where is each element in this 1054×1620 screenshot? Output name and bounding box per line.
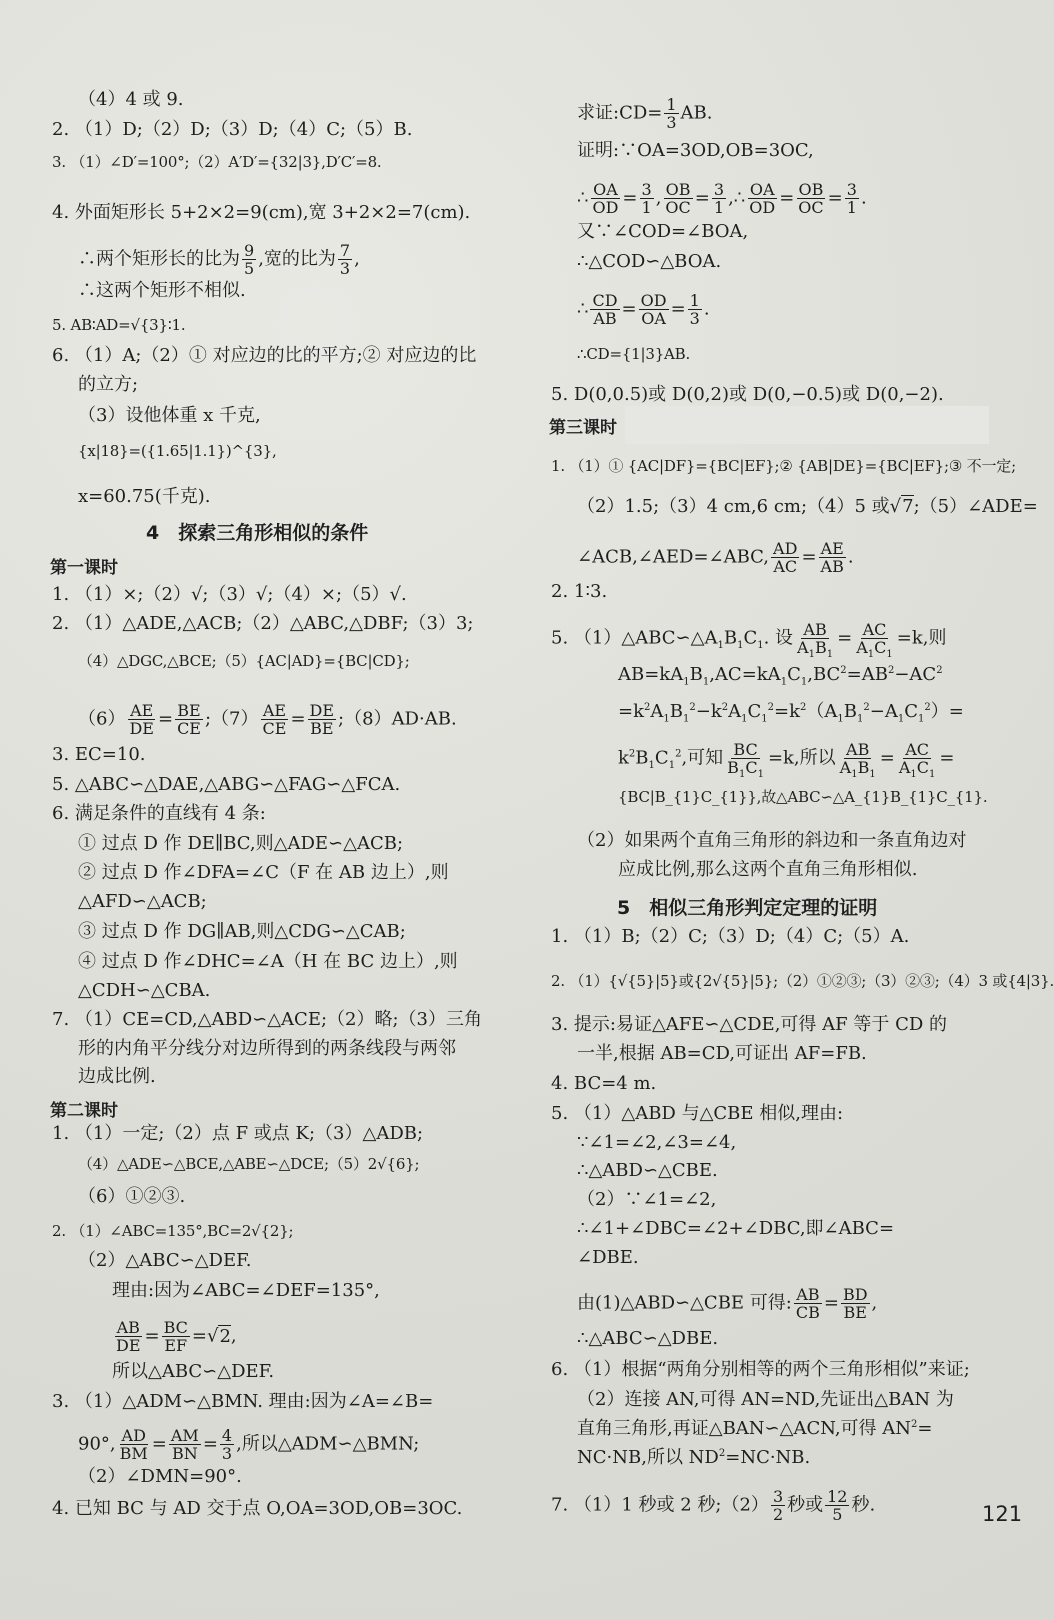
- left-answer-line: 90°, $\frac{AD}{BM}$ = $\frac{AM}{BN}$ = $\frac{4}{3}$ ,所以△ADM∽△BMN;: [78, 1426, 420, 1463]
- right-answer-line: 2. （1）{√{5}|5}或{2√{5}|5};（2）①②③;（3）②③;（4）3 或{4|3}.: [551, 972, 1054, 990]
- left-answer-line: △CDH∽△CBA.: [78, 980, 211, 1001]
- left-answer-line: 4. 已知 BC 与 AD 交于点 O,OA=3OD,OB=3OC.: [52, 1498, 463, 1519]
- right-answer-line: ∴ $\frac{CD}{AB}$ = $\frac{OD}{OA}$ = $\frac{1}{3}$ .: [577, 291, 710, 328]
- left-answer-line: $\frac{AB}{DE}$ = $\frac{BC}{EF}$ =√2,: [116, 1318, 237, 1355]
- right-answer-line: 2. 1∶3.: [551, 581, 608, 602]
- right-answer-line: 4. BC=4 m.: [551, 1073, 657, 1094]
- right-answer-line: 5. $(1)\triangle ABC∽\triangle A_1B_1C_1$. 设 $\frac{AB}{A_1B_1}$ = $\frac{AC}{A_1C_1}$ =k,则: [551, 620, 947, 661]
- left-answer-line: ④ 过点 D 作∠DHC=∠A（H 在 BC 边上）,则: [78, 951, 458, 972]
- left-answer-line: 3. （1）∠D′=100°;（2）A′D′={32|3},D′C′=8.: [52, 153, 382, 171]
- right-answer-line: （2）∵∠1=∠2,: [577, 1189, 717, 1210]
- left-answer-line: ∴这两个矩形不相似.: [78, 280, 246, 301]
- left-answer-line: ① 过点 D 作 DE∥BC,则△ADE∽△ACB;: [78, 833, 404, 854]
- left-answer-line: （4）△ADE∽△BCE,△ABE∽△DCE;（5）2√{6};: [78, 1155, 420, 1173]
- right-answer-line: 应成比例,那么这两个直角三角形相似.: [618, 859, 918, 880]
- left-answer-line: 理由:因为∠ABC=∠DEF=135°,: [112, 1280, 380, 1301]
- right-answer-line: ∴△ABD∽△CBE.: [577, 1160, 718, 1181]
- right-answer-line: 5. D(0,0.5)或 D(0,2)或 D(0,−0.5)或 D(0,−2).: [551, 384, 944, 405]
- right-answer-line: $=k^2A_1B_1^2-k^2A_1C_1^2=k^2(A_1B_1^2-A_1C_1^2)=$: [618, 701, 964, 725]
- right-answer-line: ∠DBE.: [577, 1247, 639, 1268]
- right-answer-line: （2）1.5;（3）4 cm,6 cm;（4）5 或√7;（5）∠ADE=: [577, 496, 1038, 517]
- left-answer-line: （6）①②③.: [78, 1186, 186, 1207]
- right-answer-line: 5. （1）△ABD 与△CBE 相似,理由:: [551, 1103, 844, 1124]
- left-answer-line: 形的内角平分线分对边所得到的两条线段与两邻: [78, 1038, 456, 1059]
- left-answer-line: （2）△ABC∽△DEF.: [78, 1250, 252, 1271]
- right-answer-line: NC·NB,所以 $ND^2=NC\cdot NB$.: [577, 1447, 811, 1468]
- lesson-heading-2: 第二课时: [50, 1101, 118, 1121]
- right-answer-line: ∴ $\frac{OA}{OD}$ = $\frac{3}{1}$ , $\frac{OB}{OC}$ = $\frac{3}{1}$ ,∴ $\frac{OA}{OD}$ = $\frac{OB}{OC}$ = $\frac{3}{1}$ .: [577, 180, 867, 217]
- right-answer-line: $AB=kA_1B_1,AC=kA_1C_1,BC^2=AB^2-AC^2$: [618, 664, 943, 688]
- occluding-patch: [625, 406, 989, 444]
- left-answer-line: 6. 满足条件的直线有 4 条:: [52, 803, 266, 824]
- left-answer-line: 5. AB∶AD=√{3}∶1.: [52, 316, 186, 334]
- right-answer-line: 1. （1）① {AC|DF}={BC|EF};② {AB|DE}={BC|EF};③ 不一定;: [551, 457, 1016, 475]
- right-answer-line: 7. （1）1 秒或 2 秒;（2） $\frac{3}{2}$ 秒或 $\frac{12}{5}$ 秒.: [551, 1487, 876, 1524]
- right-answer-line: ∴CD={1|3}AB.: [577, 345, 691, 363]
- left-answer-line: 7. （1）CE=CD,△ABD∽△ACE;（2）略;（3）三角: [52, 1009, 482, 1030]
- left-answer-line: （4）△DGC,△BCE;（5）{AC|AD}={BC|CD};: [78, 652, 410, 670]
- right-answer-line: ∴△ABC∽△DBE.: [577, 1328, 719, 1349]
- left-answer-line: 6. （1）A;（2）① 对应边的比的平方;② 对应边的比: [52, 345, 477, 366]
- right-answer-line: 求证:CD= $\frac{1}{3}$ AB.: [577, 95, 713, 132]
- right-answer-line: 一半,根据 AB=CD,可证出 AF=FB.: [577, 1043, 867, 1064]
- left-answer-line: 的立方;: [78, 374, 139, 395]
- lesson-heading-1: 第一课时: [50, 558, 118, 578]
- left-answer-line: 1. （1）一定;（2）点 F 或点 K;（3）△ADB;: [52, 1123, 424, 1144]
- left-answer-line: 2. （1）D;（2）D;（3）D;（4）C;（5）B.: [52, 119, 413, 140]
- right-answer-line: （2）如果两个直角三角形的斜边和一条直角边对: [577, 830, 967, 851]
- left-answer-line: △AFD∽△ACB;: [78, 891, 207, 912]
- right-answer-line: ∴△COD∽△BOA.: [577, 251, 722, 272]
- page-number: 121: [982, 1502, 1023, 1526]
- left-answer-line: ② 过点 D 作∠DFA=∠C（F 在 AB 边上）,则: [78, 862, 449, 883]
- left-answer-line: 2. （1）△ADE,△ACB;（2）△ABC,△DBF;（3）3;: [52, 613, 474, 634]
- right-answer-line: 由(1)△ABD∽△CBE 可得: $\frac{AB}{CB}$ = $\frac{BD}{BE}$ ,: [577, 1285, 878, 1322]
- right-answer-line: 证明:∵OA=3OD,OB=3OC,: [577, 140, 814, 161]
- left-answer-line: 4. 外面矩形长 5+2×2=9(cm),宽 3+2×2=7(cm).: [52, 202, 471, 223]
- left-answer-line: 5. △ABC∽△DAE,△ABG∽△FAG∽△FCA.: [52, 774, 401, 795]
- lesson-heading-3: 第三课时: [549, 418, 617, 438]
- right-answer-line: ∠ACB,∠AED=∠ABC, $\frac{AD}{AC}$ = $\frac{AE}{AB}$ .: [577, 539, 854, 576]
- left-answer-line: x=60.75(千克).: [78, 486, 211, 507]
- right-answer-line: ∴∠1+∠DBC=∠2+∠DBC,即∠ABC=: [577, 1218, 895, 1239]
- left-answer-line: {x|18}=({1.65|1.1})^{3},: [78, 442, 277, 460]
- left-answer-line: （6） $\frac{AE}{DE}$ = $\frac{BE}{CE}$ ;（7） $\frac{AE}{CE}$ = $\frac{DE}{BE}$ ;（8）AD·AB.: [78, 701, 457, 738]
- left-answer-line: 3. EC=10.: [52, 744, 146, 765]
- left-answer-line: 2. （1）∠ABC=135°,BC=2√{2};: [52, 1222, 294, 1240]
- left-answer-line: 边成比例.: [78, 1066, 156, 1087]
- right-answer-line: ∵∠1=∠2,∠3=∠4,: [577, 1132, 737, 1153]
- left-answer-line: （2）∠DMN=90°.: [78, 1466, 242, 1487]
- right-answer-line: 6. （1）根据“两角分别相等的两个三角形相似”来证;: [551, 1359, 970, 1380]
- right-answer-line: 又∵∠COD=∠BOA,: [577, 221, 749, 242]
- right-answer-line: $k^2B_1C_1^2$,可知 $\frac{BC}{B_1C_1}$ =k,所以 $\frac{AB}{A_1B_1}$ = $\frac{AC}{A_1C_1}$ =: [618, 740, 955, 781]
- left-answer-line: （3）设他体重 x 千克,: [78, 405, 261, 426]
- right-answer-line: 3. 提示:易证△AFE∽△CDE,可得 AF 等于 CD 的: [551, 1014, 947, 1035]
- section-heading-4: 4 探索三角形相似的条件: [146, 522, 369, 544]
- left-answer-line: ∴两个矩形长的比为 $\frac{9}{5}$ ,宽的比为 $\frac{7}{3}$ ,: [78, 241, 360, 278]
- left-answer-line: （4）4 或 9.: [78, 89, 184, 110]
- right-answer-line: 1. （1）B;（2）C;（3）D;（4）C;（5）A.: [551, 926, 910, 947]
- right-answer-line: 直角三角形,再证△BAN∽△ACN,可得 $AN^2=$: [577, 1418, 933, 1439]
- left-answer-line: ③ 过点 D 作 DG∥AB,则△CDG∽△CAB;: [78, 921, 406, 942]
- left-answer-line: 所以△ABC∽△DEF.: [112, 1361, 275, 1382]
- right-answer-line: （2）连接 AN,可得 AN=ND,先证出△BAN 为: [577, 1389, 954, 1410]
- section-heading-5: 5 相似三角形判定定理的证明: [617, 897, 878, 919]
- right-answer-line: {BC|B_{1}C_{1}},故△ABC∽△A_{1}B_{1}C_{1}.: [618, 788, 988, 806]
- left-answer-line: 1. （1）×;（2）√;（3）√;（4）×;（5）√.: [52, 584, 407, 605]
- left-answer-line: 3. （1）△ADM∽△BMN. 理由:因为∠A=∠B=: [52, 1391, 434, 1412]
